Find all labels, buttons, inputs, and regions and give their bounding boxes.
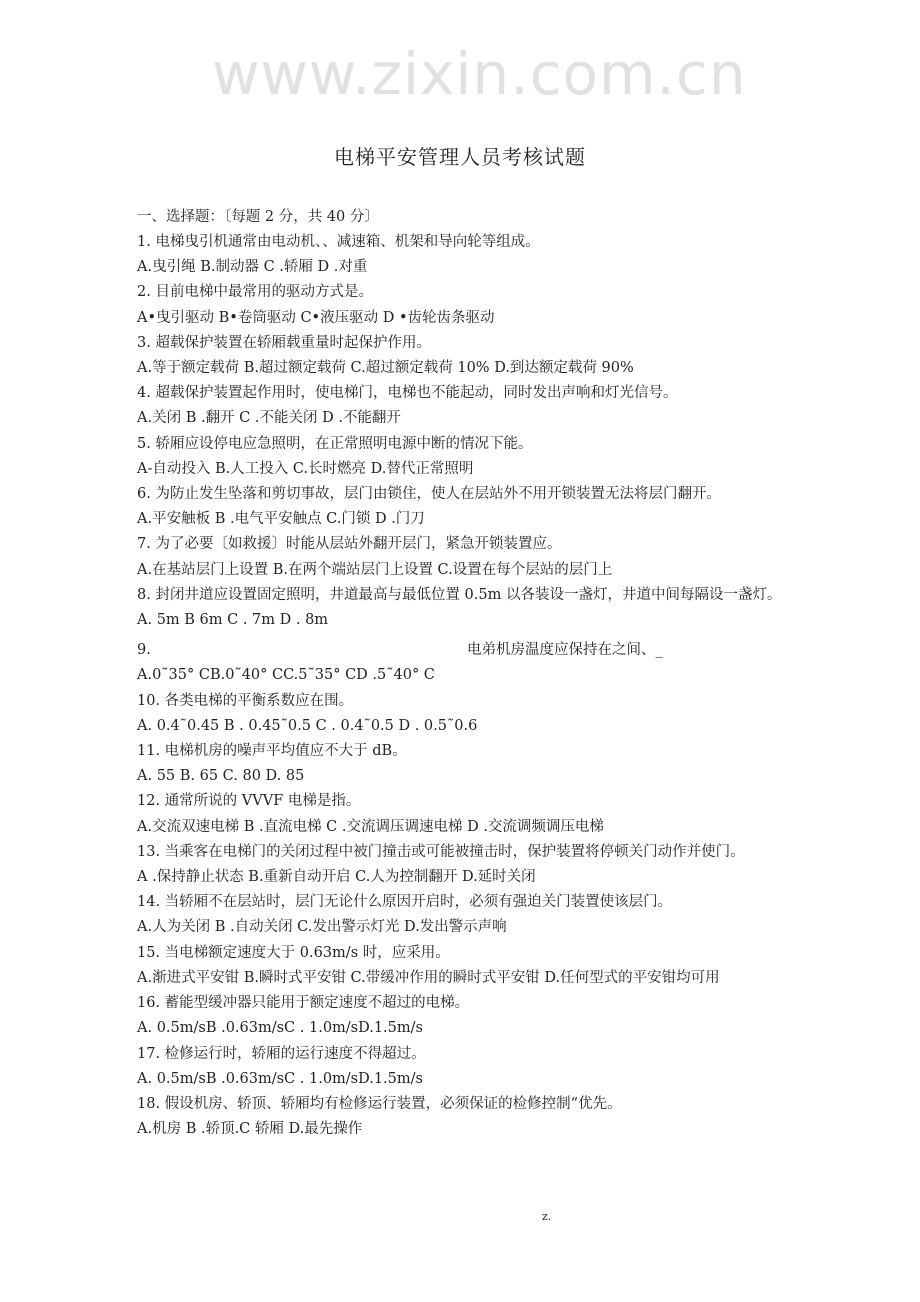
question-options: A. 0.4˜0.45 B . 0.45˜0.5 C . 0.4˜0.5 D . 0.5˜0.6 [137,717,478,734]
question-stem: 7. 为了必要〔如救援〕时能从层站外翻开层门，紧急开锁装置应。 [137,536,562,553]
question-stem: 2. 目前电梯中最常用的驱动方式是。 [137,284,373,301]
question-options: A.在基站层门上设置 B.在两个端站层门上设置 C.设置在每个层站的层门上 [137,561,613,578]
question-options: A.交流双速电梯 B .直流电梯 C .交流调压调速电梯 D .交流调频调压电梯 [137,818,604,835]
question-options: A. 0.5m/sB .0.63m/sC . 1.0m/sD.1.5m/s [137,1070,423,1087]
question-stem: 15. 当电梯额定速度大于 0.63m/s 时，应采用。 [137,944,450,961]
question-text: 电弟机房温度应保持在之间、_ [467,642,663,659]
question-stem [137,638,782,663]
question-stem: 16. 蓄能型缓冲器只能用于额定速度不超过的电梯。 [137,995,470,1012]
document-title: 电梯平安管理人员考核试题 [334,145,586,169]
question-options: A-自动投入 B.人工投入 C.长时燃亮 D.替代正常照明 [137,460,474,477]
watermark: www.zixin.com.cn [212,40,747,108]
question-options: A.0˜35° CB.0˜40° CC.5˜35° CD .5˜40° C [137,667,435,684]
question-stem: 4. 超载保护装置起作用时，使电梯门，电梯也不能起动，同时发出声响和灯光信号。 [137,385,678,402]
question-stem: 5. 轿厢应设停电应急照明，在正常照明电源中断的情况下能。 [137,435,533,452]
question-options: A .保持静止状态 B.重新自动开启 C.人为控制翻开 D.延时关闭 [137,869,536,886]
question-stem: 8. 封闭井道应设置固定照明，井道最高与最低位置 0.5m 以各装设一盏灯，井道中间每隔设一盏灯。 [137,586,782,603]
question-stem: 17. 检修运行时，轿厢的运行速度不得超过。 [137,1045,426,1062]
question-options: A.曳引绳 B.制动器 C .轿厢 D .对重 [137,259,368,276]
question-options: A.平安触板 B .电气平安触点 C.门锁 D .门刀 [137,511,425,528]
question-list [137,230,782,1142]
question-stem: 6. 为防止发生坠落和剪切事故，层门由锁住，使人在层站外不用开锁装置无法将层门翻开。 [137,486,721,503]
question-options: A.人为关闭 B .自动关闭 C.发出警示灯光 D.发出警示声响 [137,919,507,936]
page-footer: z. [542,1210,552,1223]
question-options: A.关闭 B .翻开 C .不能关闭 D .不能翻开 [137,410,401,427]
question-number: 9. [137,642,151,659]
question-options: A.等于额定载荷 B.超过额定载荷 C.超过额定载荷 10% D.到达额定载荷 90% [137,360,634,377]
question-options: A.渐进式平安钳 B.瞬时式平安钳 C.带缓冲作用的瞬时式平安钳 D.任何型式的平安钳均可用 [137,969,720,986]
question-stem: 13. 当乘客在电梯门的关闭过程中被门撞击或可能被撞击时，保护装置将停顿关门动作并使门。 [137,843,745,860]
question-stem: 14. 当轿厢不在层站时，层门无论什么原因开启时，必须有强迫关门装置使该层门。 [137,894,673,911]
question-stem: 12. 通常所说的 VVVF 电梯是指。 [137,793,361,810]
question-options: A. 55 B. 65 C. 80 D. 85 [137,768,305,785]
question-options: A. 0.5m/sB .0.63m/sC . 1.0m/sD.1.5m/s [137,1020,423,1037]
question-stem: 1. 电梯曳引机通常由电动机、、减速箱、机架和导向轮等组成。 [137,234,540,250]
section-heading: 一、选择题：〔每题 2 分，共 40 分〕 [137,209,379,225]
question-stem: 10. 各类电梯的平衡系数应在围。 [137,692,354,709]
question-stem: 11. 电梯机房的噪声平均值应不大于 dB。 [137,743,407,760]
question-options: A•曳引驱动 B•卷筒驱动 C•液压驱动 D •齿轮齿条驱动 [137,309,495,326]
question-options: A.机房 B .轿顶.C 轿厢 D.最先操作 [137,1121,363,1138]
question-stem: 18. 假设机房、轿顶、轿厢均有检修运行装置，必须保证的检修控制“优先。 [137,1095,622,1112]
question-stem: 3. 超载保护装置在轿厢载重量时起保护作用。 [137,334,431,351]
question-options: A. 5m B 6m C . 7m D . 8m [137,612,329,629]
